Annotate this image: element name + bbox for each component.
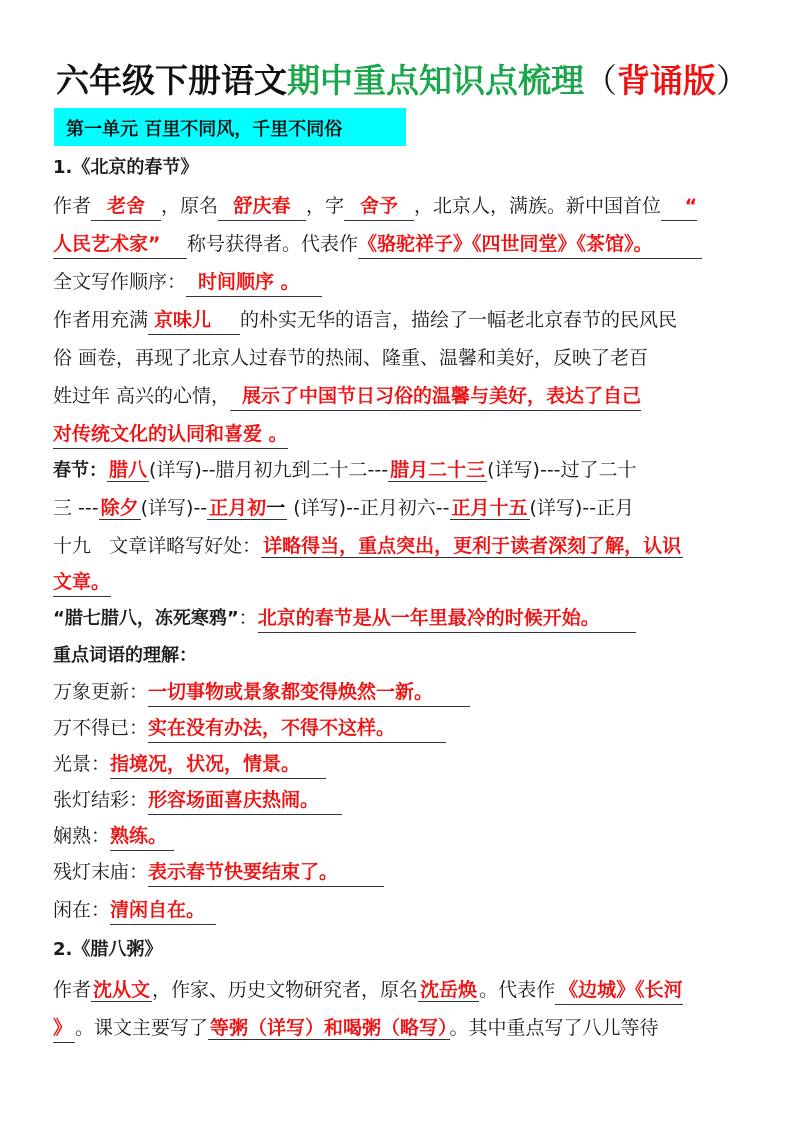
summary-line-1 [53, 306, 677, 335]
vocab-term: 万象更新： [53, 681, 149, 703]
vocab-term: 万不得已： [53, 717, 149, 739]
proverb-quote: “腊七腊八，冻死寒鸦” [53, 608, 239, 629]
answer-courtesy-name: 舍予 [360, 195, 399, 217]
text: 正月初 [209, 497, 267, 519]
vocab-meaning: 实在没有办法，不得不这样。 [148, 717, 396, 739]
answer-main-content: 等粥（详写）和喝粥（略写） [210, 1017, 448, 1039]
vocab-meaning: 熟练。 [110, 825, 168, 847]
vocab-item [53, 786, 342, 815]
text: 一 [266, 497, 286, 519]
title-paren-close: ） [716, 61, 749, 100]
blank-writing-order [186, 268, 322, 297]
answer-original-name: 沈岳焕 [420, 979, 478, 1001]
title-grade-subject: 六年级下册语文 [56, 61, 287, 100]
title-edition: 背诵版 [617, 61, 716, 100]
section-heading-laba-porridge: 2.《腊八粥》 [53, 939, 163, 960]
blank-works [358, 230, 702, 259]
text: (详写)---过了二十 [487, 459, 637, 481]
title-topic: 期中重点知识点梳理 [287, 61, 584, 100]
label: 全文写作顺序： [53, 271, 187, 293]
vocab-heading: 重点词语的理解： [53, 645, 197, 666]
vocab-term: 残灯末庙： [53, 861, 149, 883]
vocab-blank [110, 896, 216, 925]
vocab-meaning: 表示春节快要结束了。 [148, 861, 339, 883]
answer-honor-title: 人民艺术家” [53, 233, 161, 255]
works-line [53, 230, 702, 259]
text: ，北京人，满族。新中国首位 [414, 195, 662, 217]
text: 姓过年 高兴的心情， [53, 385, 231, 407]
vocab-term: 张灯结彩： [53, 789, 149, 811]
text: 作者用充满 [53, 309, 149, 331]
vocab-meaning: 清闲自在。 [110, 899, 206, 921]
text: 。代表作 [479, 979, 556, 1001]
proverb-line [53, 604, 636, 633]
answer-title-open: “ [684, 195, 698, 217]
text: ，作家、历史文物研究者，原名 [152, 979, 419, 1001]
festival-laba: 腊八 [109, 459, 148, 481]
answer-author: 老舍 [107, 195, 146, 217]
festival-line-1 [53, 456, 637, 485]
festival-line-4 [53, 568, 111, 597]
answer-style: 京味儿 [154, 309, 212, 331]
answer-author: 沈从文 [93, 979, 151, 1001]
blank-courtesy-name [344, 192, 414, 221]
answer-theme-2: 对传统文化的认同和喜爱 。 [53, 423, 288, 445]
blank-honor-title [53, 230, 187, 259]
answer-theme-1: 展示了中国节日习俗的温馨与美好，表达了自己 [242, 385, 642, 407]
unit-banner-label: 第一单元 百里不同风，千里不同俗 [66, 119, 343, 140]
vocab-meaning: 指境况，状况，情景。 [110, 753, 301, 775]
blank-author [91, 192, 161, 221]
text: ，字 [306, 195, 345, 217]
vocab-item [53, 678, 470, 707]
vocab-blank [148, 714, 446, 743]
vocab-blank [110, 750, 326, 779]
page-title [56, 56, 749, 106]
vocab-item [53, 714, 446, 743]
festival-chuyi [207, 497, 287, 520]
vocab-item [53, 822, 174, 851]
blank-original-name [218, 192, 306, 221]
festival-line-2 [53, 494, 634, 522]
festival-la23: 腊月二十三 [390, 459, 486, 481]
festival-label: 春节： [53, 460, 107, 481]
blank-style [148, 306, 240, 335]
blank-works [555, 976, 683, 1005]
writing-order-line [53, 268, 322, 297]
text: 作者 [53, 979, 92, 1001]
text: (详写)--正月 [529, 497, 635, 519]
laba-content-line [53, 1014, 659, 1043]
vocab-blank [148, 678, 470, 707]
text: 三 --- [53, 497, 99, 519]
festival-line-3 [53, 532, 683, 560]
vocab-blank [148, 858, 384, 887]
answer-writing-order: 时间顺序 。 [198, 271, 300, 293]
text: ，原名 [161, 195, 219, 217]
text: (详写)-- [140, 497, 208, 519]
text: 称号获得者。代表作 [187, 233, 359, 255]
blank-theme-2 [53, 420, 288, 449]
text: ： [238, 607, 258, 629]
summary-line-2: 俗 画卷，再现了北京人过春节的热闹、隆重、温馨和美好，反映了老百 [53, 347, 649, 369]
summary-line-4 [53, 420, 288, 449]
text: 作者 [53, 195, 92, 217]
vocab-item [53, 858, 384, 887]
festival-chuxi: 除夕 [100, 497, 139, 519]
answer-proverb-meaning: 北京的春节是从一年里最冷的时候开始。 [257, 607, 600, 629]
text: (详写)--正月初六-- [287, 497, 450, 519]
vocab-blank [110, 822, 174, 851]
text: 。其中重点写了八儿等待 [449, 1017, 659, 1039]
vocab-meaning: 形容场面喜庆热闹。 [148, 789, 320, 811]
text: (详写)--腊月初九到二十二--- [149, 459, 389, 481]
answer-detail-benefit-2: 文章。 [53, 568, 111, 597]
author-line [53, 192, 697, 221]
blank-proverb-meaning [258, 604, 636, 633]
vocab-term: 娴熟： [53, 825, 111, 847]
blank-works-end [53, 1014, 75, 1043]
festival-shiwu: 正月十五 [451, 497, 528, 519]
text: 的朴实无华的语言，描绘了一幅老北京春节的民风民 [240, 309, 678, 331]
unit-banner [54, 108, 406, 146]
vocab-blank [148, 786, 342, 815]
answer-works-2: 》 [53, 1017, 73, 1039]
vocab-term: 光景： [53, 753, 111, 775]
blank-theme-1 [230, 382, 641, 411]
vocab-item [53, 750, 326, 779]
text: 十九 文章详略写好处： [53, 535, 262, 557]
answer-works: 《骆驼祥子》《四世同堂》《茶馆》。 [358, 233, 653, 255]
answer-works-1: 《边城》《长河 [559, 979, 683, 1001]
title-paren-open: （ [584, 61, 617, 100]
vocab-item [53, 896, 216, 925]
answer-detail-benefit-1: 详略得当，重点突出，更利于读者深刻了解，认识 [263, 535, 682, 557]
text: 。课文主要写了 [75, 1017, 209, 1039]
answer-original-name: 舒庆春 [233, 195, 291, 217]
vocab-meaning: 一切事物或景象都变得焕然一新。 [148, 681, 434, 703]
section-heading-beijing-spring-festival: 1.《北京的春节》 [53, 157, 199, 178]
laba-author-line [53, 976, 683, 1005]
vocab-term: 闲在： [53, 899, 111, 921]
summary-line-3 [53, 382, 641, 411]
blank-title-start [661, 192, 697, 221]
